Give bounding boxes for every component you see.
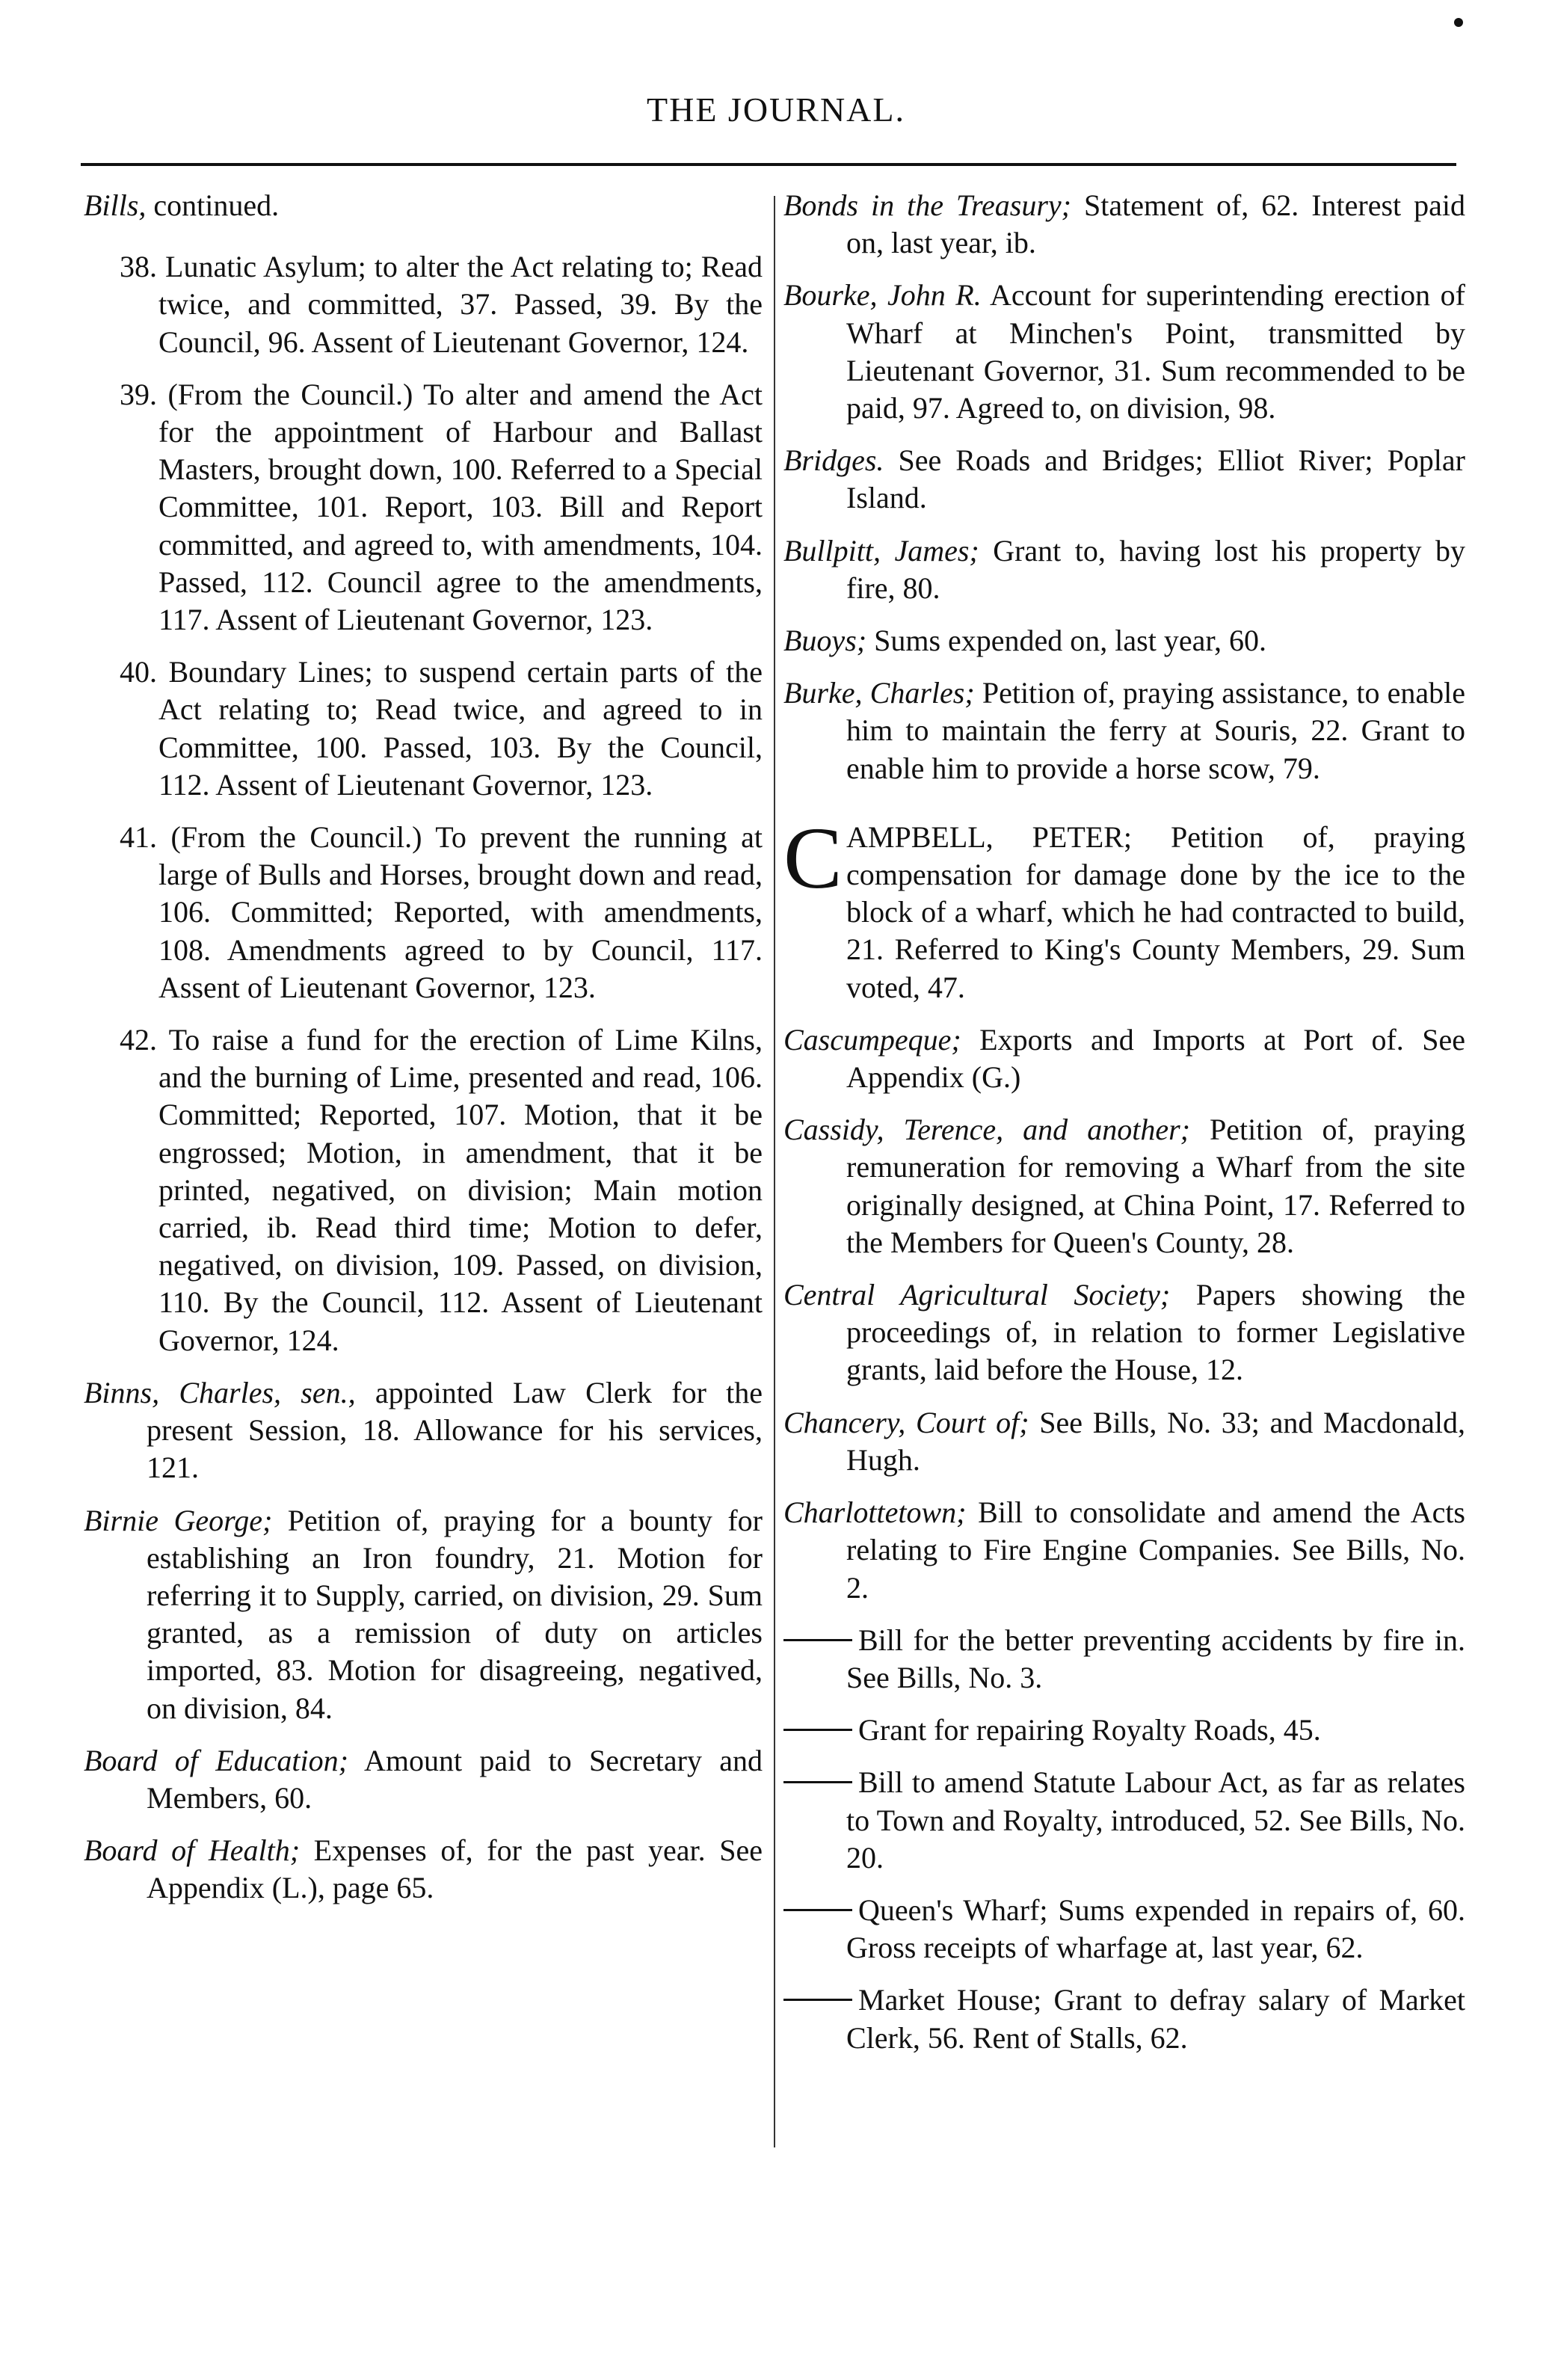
entry-text: continued. [146,188,280,222]
entry-heading: Birnie George; [84,1503,273,1537]
index-entry [84,654,763,804]
index-entry [783,1021,1465,1096]
entry-text: Grant for repairing Royalty Roads, 45. [858,1713,1321,1747]
entry-text: Petition of, praying assistance, to enable him to maintain the ferry at Souris, 22. Grant to enable him to provide a horse scow, 79. [846,676,1465,785]
entry-text: See Bills, No. 33; and Macdonald, Hugh. [846,1405,1465,1477]
entry-heading: Board of Education; [84,1743,348,1777]
index-entry [84,819,763,1006]
index-entry [783,674,1465,787]
ditto-dash [783,1909,852,1911]
entry-heading: Charlottetown; [783,1495,967,1530]
column-divider [774,196,775,2147]
entry-text: Market House; Grant to defray salary of Market Clerk, 56. Rent of Stalls, 62. [846,1983,1465,2055]
entry-text: Expenses of, for the past year. See Appendix (L.), page 65. [147,1833,763,1905]
ditto-dash [783,1999,852,2001]
entry-text: Petition of, praying compensation for damage done by the ice to the block of a wharf, which he had contracted to build, 21. Referred to King's County Members, 29. Sum voted, 47. [846,820,1465,1004]
index-entry [783,1494,1465,1607]
index-entry [84,1832,763,1907]
index-entry [783,442,1465,517]
entry-text: Exports and Imports at Port of. See Appendix (G.) [846,1022,1465,1095]
page-title: THE JOURNAL. [647,90,905,129]
index-entry [783,532,1465,607]
entry-heading: Central Agricultural Society; [783,1278,1171,1312]
entry-text: Petition of, praying remuneration for removing a Wharf from the site originally designed, at China Point, 17. Referred to the Members for Queen's County, 28. [846,1113,1465,1259]
entry-text: Papers showing the proceedings of, in relation to former Legislative grants, laid before the House, 12. [846,1278,1465,1387]
entry-heading: Board of Health; [84,1833,301,1868]
entry-heading: Bridges. [783,443,884,478]
entry-text: Queen's Wharf; Sums expended in repairs of, 60. Gross receipts of wharfage at, last year, 62. [846,1892,1465,1965]
entry-text: 41. (From the Council.) To prevent the running at large of Bulls and Horses, brought down and read, 106. Committed; Reported, with amendments, 108. Amendments agreed to by Council, 117. Assent of Lieutenant Governor, 123. [120,820,763,1004]
entry-text: 40. Boundary Lines; to suspend certain parts of the Act relating to; Read twice, and agreed to in Committee, 100. Passed, 103. By the Council, 112. Assent of Lieutenant Governor, 123. [120,655,763,802]
entry-heading: Binns, Charles, sen., [84,1375,356,1409]
index-entry [783,277,1465,427]
index-entry [783,1276,1465,1389]
entry-heading: Buoys; [783,624,867,658]
entry-text: Bill for the better preventing accidents by fire in. See Bills, No. 3. [846,1623,1465,1694]
index-subentry [783,1764,1465,1877]
index-entry [84,248,763,361]
index-entry [84,187,763,224]
index-entry [84,1502,763,1727]
ditto-dash [783,1729,852,1731]
entry-text: 42. To raise a fund for the erection of Lime Kilns, and the burning of Lime, presented and read, 106. Committed; Reported, 107. Motion, that it be engrossed; Motion, in amendment, that it be printed, negatived, on division; Main motion carried, ib. Read third time; Motion to defer, negatived, on division, 109. Passed, on division, 110. By the Council, 112. Assent of Lieutenant Governor, 124. [120,1023,763,1357]
drop-cap: C [783,808,843,907]
entry-heading: Bonds in the Treasury; [783,188,1072,222]
index-subentry [783,1981,1465,2056]
index-entry [783,808,1465,1006]
index-entry [84,1742,763,1817]
entry-text: Bill to consolidate and amend the Acts relating to Fire Engine Companies. See Bills, No. 2. [846,1495,1465,1605]
entry-text: 38. Lunatic Asylum; to alter the Act relating to; Read twice, and committed, 37. Passed, 39. By the Council, 96. Assent of Lieutenant Governor, 124. [120,250,763,359]
entry-heading: Chancery, Court of; [783,1405,1029,1439]
entry-text: Sums expended on, last year, 60. [866,624,1267,658]
index-entry [783,1111,1465,1261]
entry-heading: Cassidy, Terence, and another; [783,1113,1190,1147]
index-subentry [783,1712,1465,1749]
index-entry [783,622,1465,659]
ditto-dash [783,1781,852,1783]
entry-heading: AMPBELL, PETER; [846,820,1133,854]
ditto-dash [783,1639,852,1641]
index-entry [84,376,763,639]
entry-text: See Roads and Bridges; Elliot River; Poplar Island. [846,443,1465,515]
entry-text: appointed Law Clerk for the present Session, 18. Allowance for his services, 121. [147,1375,763,1485]
entry-text: Grant to, having lost his property by fire, 80. [846,533,1465,605]
header-rule [81,163,1456,166]
index-subentry [783,1622,1465,1697]
index-entry [84,1374,763,1487]
entry-text: Bill to amend Statute Labour Act, as far as relates to Town and Royalty, introduced, 52. See Bills, No. 20. [846,1765,1465,1875]
entry-heading: Cascumpeque; [783,1022,961,1057]
entry-text: 39. (From the Council.) To alter and amend the Act for the appointment of Harbour and Ballast Masters, brought down, 100. Referred to a Special Committee, 101. Report, 103. Bill and Report committed, and agreed to, with amendments, 104. Passed, 112. Council agree to the amendments, 117. Assent of Lieutenant Governor, 123. [120,377,763,637]
entry-text: Petition of, praying for a bounty for establishing an Iron foundry, 21. Motion for referring it to Supply, carried, on division, 29. Sum granted, as a remission of duty on articles imported, 83. Motion for disagreeing, negatived, on division, 84. [147,1503,763,1725]
index-entry [783,1404,1465,1479]
entry-heading: Bills, [84,188,147,222]
entry-text: Amount paid to Secretary and Members, 60. [147,1743,763,1815]
entry-heading: Bullpitt, James; [783,533,979,568]
right-column [783,187,1465,2072]
entry-text: Statement of, 62. Interest paid on, last year, ib. [846,188,1466,260]
entry-heading: Bourke, John R. [783,278,982,313]
left-column [84,187,763,1922]
index-entry [783,187,1465,262]
entry-text: Account for superintending erection of Wharf at Minchen's Point, transmitted by Lieutenant Governor, 31. Sum recommended to be paid, 97. Agreed to, on division, 98. [846,278,1465,425]
entry-heading: Burke, Charles; [783,676,975,710]
index-subentry [783,1892,1465,1967]
index-entry [84,1021,763,1359]
ink-dot [1454,18,1463,27]
